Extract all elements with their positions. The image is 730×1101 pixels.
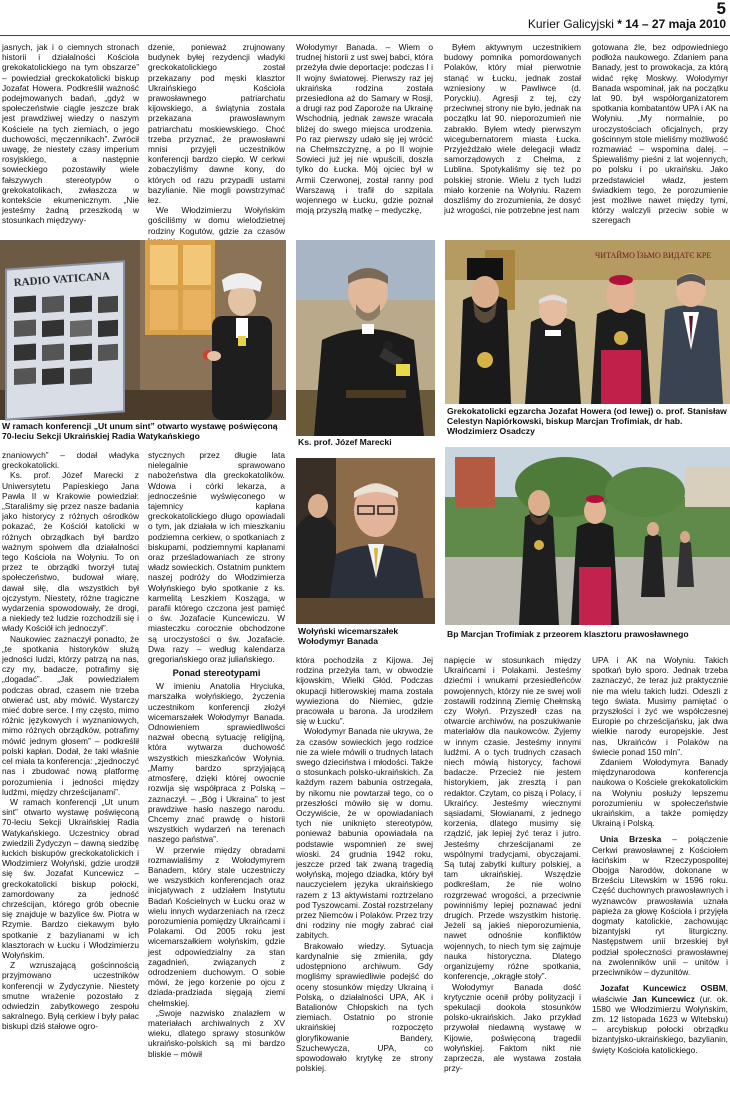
page-number: 5 [716, 0, 726, 18]
paragraph: Wołodymyr Banada nie ukrywa, że za czasów sowieckich jego rodzice nie za wiele mówili o trudnych latach swego dzieciństwa i młodości. Także o stosunkach polsko-ukraińskich. Za każdym razem babunia ostrzegała, by nikomu nie powtarzał tego, co o przeszłości mówiło się w domu. Oczywiście, że w opowiadaniach tych nie uniknięto stereotypów, ponieważ babunia opowiadała na podstawie wspomnień ze swej wioski. 24 grudnia 1942 roku, jeszcze przed tak zwaną tragedią wołyńską, mojego dziadka, który był nauczycielem języka ukraińskiego razem z 13 aktywistami roztrzelano pod Tyszowcami. Został rozstrzelany przez Niemców i Polaków. Przez trzy dni rodziny nie mogły zabrać ciał zabitych. [296, 726, 433, 941]
kuncewicz-name: Jozafat Kuncewicz OSBM [600, 983, 726, 994]
paragraph: Zdaniem Wołodymyra Banady międzynarodowa konferencja naukowa o Kościele grekokatolickim na Wołyniu posłuży lepszemu porozumieniu w społeczeństwie ukraińskim, a także pomiędzy Ukrainą i Polską. [592, 757, 728, 829]
paragraph: W imieniu Anatolia Hryciuka, marszałka wołyńskiego, życzenia uczestnikom konferencji złożył wicemarszałek Wołodymyr Banada. Odnowieniem sprawiedliwości nazwał obecną sytuację religijną, która wytwarza duchowość wszystkich mieszkańców Wołynia. „Mamy bardzo sprzyjającą atmosferę, dzięki której owocnie rozwija się współpraca z Polską – zaznaczył. – „Bóg i Ukraina” to jest prawdziwe hasło naszego narodu. Chcemy znać prawdę o historii wszystkich wydarzeń na terenach naszego państwa”. [148, 681, 285, 845]
paragraph: Naukowiec zaznaczył ponadto, że „te spotkania historyków służą jedności ludzi, którzy patrzą na nas, czy my, badacze, potrafimy się „dogadać”. „Jak powiedziałem podczas obrad, czasem nie trzeba otwierać ust, aby mówić. Wystarczy mieć dobre serce. I my często, mimo różnic językowych i wyznaniowych, mimo różnych obrządków, potrafimy mówić jednym głosem” – podkreślił polski kapłan. Dodał, że taki właśnie cel miała ta konferencja: „zjednoczyć nas i zbudować nową platformę porozumienia i jedności między ludźmi, między chrześcijanami”. [2, 633, 139, 797]
article-column-2-bottom [148, 450, 285, 1100]
photo-radio-exhibit-image [0, 240, 286, 420]
photo-marecki [296, 240, 435, 436]
article-column-5-top [592, 42, 728, 240]
caption-procession: Bp Marcjan Trofimiak z przeorem klasztoru prawosławnego [447, 629, 689, 639]
article-column-1-bottom [2, 450, 139, 1100]
page-header [0, 0, 730, 36]
banner-text: ЧИТАЙМО ЇЗЬМО ВИДАТЄ КРЕ [595, 251, 712, 260]
union-brzeska-term: Unia Brzeska [600, 834, 662, 845]
paragraph: jasnych, jak i o ciemnych stronach historii i działalności Kościoła grekokatolickiego na tym obszarze” – powiedział greckokatolicki biskup Jozafat Howera. Podkreślił ważność podejmowanych badań, „gdyż w społeczeństwie ciągle jeszcze brak jest prawdziwej wiedzy o naszym Kościele na tych ziemiach, o jego duchowości, męczennikach”. Zwrócił uwagę, że niestety czasy imperium rosyjskiego, a następnie sowieckiego pozostawiły wiele fałszywych stereotypów o grekokatolikach, zwłaszcza w kontekście ekumenicznym. „Nie jesteśmy żadną przeszkodą w stosunkach międzywy- [2, 42, 139, 226]
kuncewicz-definition: (ur. ok. 1580 we Włodzimierzu Wołyńskim, zm. 12 listopada 1623 w Witebsku) – arcybiskup połocki obrządku bizantyjsko-ukraińskiego, bazylianin, święty Kościoła katolickiego. [592, 993, 728, 1055]
header-rule [0, 35, 730, 36]
article-column-4-bottom [444, 655, 581, 1100]
article-column-1-top [2, 42, 139, 240]
caption-radio-exhibit: W ramach konferencji „Ut unum sint” otwarto wystawę poświęconą 70-leciu Sekcji Ukraińskiej Radia Watykańskiego [2, 421, 278, 441]
photo-procession-image [445, 447, 730, 625]
kuncewicz-birth-name: Jan Kuncewicz [632, 993, 695, 1004]
kuncewicz-connector: , właściwie [592, 983, 728, 1004]
photo-banada [296, 458, 435, 624]
paragraph: We Włodzimierzu Wołyńskim gościliśmy w domu wielodzietnej rodziny Kogutów, gdzie za czasów [148, 205, 285, 236]
article-column-3-bottom [296, 655, 433, 1100]
paragraph: Byłem aktywnym uczestnikiem budowy pomnika pomordowanych Polaków, który miał pierwotnie stanąć w Łucku, jednak został wzniesiony w Pawliwce (d. Poryckiu). Agresji z tej, czy przeciwnej strony nie było, jednak na początku lat 90. nieporozumień nie zabrakło. Byłem wtedy pierwszym wicegubernatorem miasta Łucka. Przyjeżdżało wiele delegacji władz samorządowych z Chełma, z Lublina. Spotykaliśmy się też po polskiej stronie. Wielu z tych ludzi miało korzenie na Wołyniu. Razem doszliśmy do zrozumienia, że dosyć już wrogości, nie potrzebne jest nam [444, 42, 581, 216]
paragraph: Z wzruszającą gościnnością przyjmowano uczestników konferencji w Żydyczynie. Niestety smutne wrażenie pozostało z odwiedzin zabytkowego zespołu sakralnego. Byłą cerkiew i były pałac biskupi dziś stałowe ogro- [2, 960, 139, 1032]
masthead [528, 17, 726, 31]
union-brzeska-note [592, 834, 728, 977]
paragraph: W przerwie między obradami rozmawialiśmy z Wołodymyrem Banadem, który stale uczestniczy we wszystkich konferencjach oraz inicjatywach z udziałem Instytutu Badań Kościelnych w Łucku oraz w wielu innych wydarzeniach na rzecz porozumienia pomiędzy Ukraińcami i Polakami. Od 2005 roku jest wicemarszałkiem wołyńskim, gdzie jest odpowiedzialny za stan zagadnień, związanych z odrodzeniem duchowym. O sobie mówi, że jego korzenie po ojcu z dziada-pradziada sięgają ziemi chełmskiej. [148, 844, 285, 1008]
issue-date: 14 – 27 maja 2010 [625, 17, 726, 31]
article-column-2-top [148, 42, 285, 240]
paragraph: „Swoje nazwisko znalazłem w materiałach archiwalnych z XV wieku, dlatego sprawy stosunków ukraińsko-polskich są mi bardzo bliskie – mówił [148, 1007, 285, 1059]
paragraph: Wołodymyr Banada. – Wiem o trudnej historii z ust swej babci, która przeżyła dwie deportacje: podczas I i II wojny światowej. Pierwszy raz jej ukraińska rodzina została przesiedlona aż do Samary w Rosji, a drugi raz pod Zaporoże na Ukrainę Wschodnią, jednak zawsze wracała bliżej do swego miejsca urodzenia. Po raz pierwszy udało się jej wrócić na Chełmszczyznę, a po II wojnie Sowieci już jej nie wpuścili, doszła tylko do Łucka. Mój ojciec był w Armii Czerwonej, został ranny pod Warszawą i trafił do szpitala wojennego w Łucku, gdzie poznał moją przyszłą matkę – medyczkę, [296, 42, 433, 216]
section-heading: Ponad stereotypami [172, 668, 261, 679]
paragraph: UPA i AK na Wołyniu. Takich spotkań było sporo. Jednak trzeba zaznaczyć, że teraz już praktycznie nie ma wielu takich ludzi. Odeszli z tego świata. Musimy pamiętać o przyszłości i żyć we współczesnej Europie po chrześcijańsku, jak dwa wielkie narody europejskie. Jest nas, Ukraińców i Polaków na świecie ponad 150 mln”. [592, 655, 728, 757]
photo-radio-exhibit [0, 240, 286, 420]
paragraph: napięcie w stosunkach między Ukraińcami i Polakami. Jesteśmy dziećmi i wnukami przesiedleńców powojennych, którzy nie ze swej woli zostawili rodzinną Ziemię Chełmską czy Wołyń. Przyszedł czas na otwarcie archiwów, na poszukiwanie materiałów dla naukowców. Żyjemy w innym czasie. Jesteśmy innymi ludźmi. A o tych trudnych czasach niech mówią historycy, fachowi badacze. Przecież nie jestem historykiem, jak zresztą i pan redaktor. Czytam, co piszą i Polacy, i Ukraińcy. Jesteśmy wiecznymi sąsiadami, Słowianami, z jednego korzenia, dlatego musimy się rządzić, jak lepiej żyć teraz i jutro. Jesteśmy chrześcijanami ze wspólnymi tradycjami, obyczajami. Są tutaj zabytki kultury polskiej, a tam ukraińskiej. Wszędzie podkreślam, że nie wolno rozgrzewać wrogości, a przeciwnie powinniśmy lepiej poznawać jedni drugich. Przede wszystkim historię. Jeżeli są jakieś nieporozumienia, nawet odnośnie konfliktów wojennych, to niech tym się zajmuje nauka historyczna. Dlatego organizujemy różne spotkania, konferencje, „okrągłe stoły”. [444, 655, 581, 982]
paragraph: gotowana źle, bez odpowiedniego podłoża naukowego. Zdaniem pana Banady, jest to prowokacja, za którą widać rękę Moskwy. Wołodymyr Banada wspominał, jak na początku lat 90. był współorganizatorem spotkania kombatantów UPA i AK na Wołyniu. „My normalnie, po uroczystościach oficjalnych, przy gościnnym stole mieliśmy możliwość rozmawiać – wspomina dalej. – Śpiewaliśmy pieśni z lat wojennych, po polsku i po ukraińsku. Jako przedstawiciel władz, jestem świadkiem tego, że porozumienie jest możliwe nawet między tymi, którzy walczyli przeciw sobie w szeregach [592, 42, 728, 226]
paragraph: Ks. prof. Józef Marecki z Uniwersytetu Papieskiego Jana Pawła II w Krakowie powiedział: „Staraliśmy się przez nasze badania jako historycy z różnych ośrodków pokazać, że Kościół katolicki w różnych obrządkach był bardzo ważnym spoiwem dla działalności tego Kościoła na Wołyniu. To on przez te obrządki tworzył tutaj społeczeństwo, budował wiarę, dawał siłę, dla wszystkich był ojczystym. Niestety, różne tragiczne wydarzenia spowodowały, że drogi, a niekiedy też ludzie rozchodzili się i włady Kościół ich jednoczył”. [2, 470, 139, 634]
photo-marecki-image [296, 240, 435, 436]
caption-bishops: Grekokatolicki egzarcha Jozafat Howera (od lewej) o. prof. Stanisław Celestyn Napiórkowski, biskup Marcjan Trofimiak, dr hab. Włodzimierz Osadczy [447, 406, 727, 436]
photo-bishops [445, 240, 730, 404]
paragraph: stycznych przez długie lata nielegalnie sprawowano nabożeństwa dla greckokatolików. Wdowa i córki lekarza, a jednocześnie wyświęconego w tajemnicy kapłana greckokatolickiego długo opowiadali o tym, jak działała w ich mieszkaniu podziemna cerkiew, o spotkaniach z biskupami, podziemnymi kapłanami oraz prześladowaniach ze strony władz sowieckich. Ostatnim punktem naszej podróży do Włodzimierza Wołyńskiego było spotkanie z ks. karmelitą Leszkiem Kosząga, w parafii którego czczona jest pamięć o św. Jozafacie Kuncewiczu. W miasteczku corocznie obchodzone są uroczystości o św. Jozafacie. Dwa razy – według kalendarza gregoriańskiego oraz juliańskiego. [148, 450, 285, 665]
union-brzeska-definition: – połączenie Cerkwi prawosławnej z Kościołem łacińskim w Rzeczypospolitej Obojga Narodów, dokonane w Brześciu Litewskim w 1596 roku. Część duchownych prawosławnych i wyznawców prawosławia uznała papieża za głowę Kościoła i przyjęła dogmaty katolickie, zachowując bizantyjski ryt liturgiczny. Następstwem unii brzeskiej był podział społeczności prawosławnej na zwolenników unii – unitów i przeciwników – dyzunitów. [592, 834, 728, 978]
paragraph: Brakowało wiedzy. Sytuacja kardynalnie się zmieniła, gdy udostępniono archiwum. Gdy mogliśmy sprawiedliwie podejść do oceny stosunków między Ukrainą i Polską, o działalności UPA, AK i Batalionów Chłopskich na tych ziemiach. Ostatnio po stronie ukraińskiej rozpoczęto gloryfikowanie Bandery, Szuchewycza, UPA, co spowodowało krytykę ze strony polskiej. [296, 940, 433, 1074]
photo-bishops-image [445, 240, 730, 404]
newspaper-name: Kurier Galicyjski [527, 17, 614, 31]
masthead-separator: * [613, 17, 626, 31]
photo-procession [445, 447, 730, 625]
paragraph: znaniowych” – dodał władyka greckokatolicki. [2, 450, 139, 471]
paragraph: Wołodymyr Banada dość krytycznie ocenił próby polityzacji i spekulacji dookoła stosunków polsko-ukraińskich. Jako przykład przywołał niedawną wystawę w Kijowie, poświęconą tragedii wołyńskiej. Faktom nikt nie zaprzecza, ale wystawa została przy- [444, 981, 581, 1074]
paragraph: dzenie, ponieważ zrujnowany budynek byłej rezydencji władyki greckokatolickiego został przekazany pod męski klasztor Ukraińskiego Kościoła prawosławnego patriarchatu kijowskiego, a świątynia została przekazana prawosławnym patriarchatu moskiewskiego. Choć trzeba przyznać, że prawosławni mnisi przyjęli uczestników konferencji bardzo ciepło. W cerkwi zobaczyliśmy dawne kony, do których od razu przypadli ustami bazylianie. Nie mogli powstrzymać łez. [148, 42, 285, 206]
caption-marecki: Ks. prof. Józef Marecki [298, 437, 392, 447]
kuncewicz-note [592, 983, 728, 1054]
article-column-4-top [444, 42, 581, 240]
article-column-5-bottom [592, 655, 728, 1100]
paragraph: W ramach konferencji „Ut unum sint” otwarto wystawę poświęconą 70-leciu Sekcji Ukraińskiej Radia Watykańskiego. Uczestnicy obrad zwiedzili Żydyczyn – dawną siedzibę łuckich biskupów greckokatolickich i Włodzimierz Wołyński, gdzie urodził się św. Jozafat Kuncewicz – greckokatolicki biskup połocki, zamordowany za jedność chrześcijan, którego grób obecnie się znajduje w bazylice św. Piotra w Rzymie. Bardzo ciekawym było spotkanie z bazylianami w ich klasztorach w Łucku i Włodzimierzu Wołyńskim. [2, 796, 139, 960]
paragraph: która pochodziła z Kijowa. Jej rodzina przeżyła tam, w obwodzie kijowskim, Wielki Głód. Podczas okupacji hitlerowskiej mama została wywieziona do Niemiec, gdzie pracowała u barona. Ja urodziłem się w Łucku”. [296, 655, 433, 727]
photo-banada-image [296, 458, 435, 624]
exhibit-board-text: RADIO VATICANA [13, 270, 111, 289]
article-column-3-top [296, 42, 433, 240]
caption-banada: Wołyński wicemarszałek Wołodymyr Banada [298, 626, 399, 646]
